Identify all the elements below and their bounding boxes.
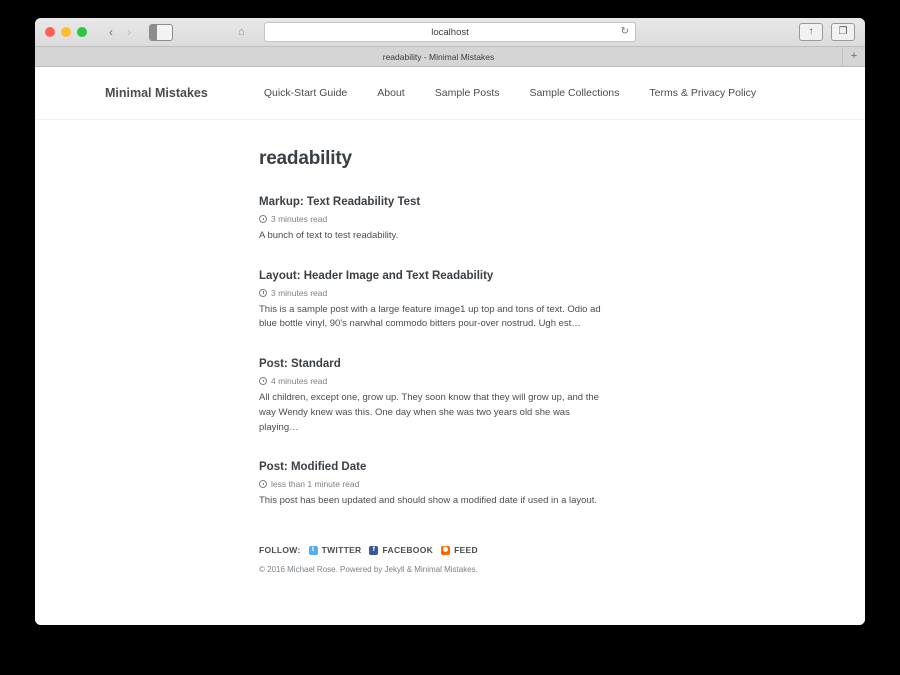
post-title[interactable]: Markup: Text Readability Test xyxy=(259,196,421,208)
post-read-time: 3 minutes read xyxy=(271,214,328,224)
post-read-time: less than 1 minute read xyxy=(271,479,360,490)
address-bar[interactable] xyxy=(238,22,636,42)
nav-item-sample-posts[interactable]: Sample Posts xyxy=(434,87,500,99)
post-excerpt: All children, except one, grow up. They soon know that they will grow up, and the way Wendy knew was this. One day when she was two years old she was playing… xyxy=(259,392,599,433)
minimize-window-button[interactable] xyxy=(61,27,71,37)
toolbar-right-actions xyxy=(799,23,855,41)
site-title[interactable]: Minimal Mistakes xyxy=(105,86,208,100)
list-item xyxy=(259,270,611,332)
twitter-icon: t xyxy=(309,546,318,555)
facebook-icon: f xyxy=(369,546,378,555)
follow-row xyxy=(259,545,611,555)
list-item xyxy=(259,358,611,435)
post-meta xyxy=(259,214,611,224)
archive-content xyxy=(35,120,865,574)
social-link-facebook[interactable] xyxy=(369,545,433,555)
tab-readability[interactable]: readability - Minimal Mistakes xyxy=(35,47,842,66)
sidebar-toggle-icon[interactable] xyxy=(149,24,173,41)
post-excerpt: This post has been updated and should show a modified date if used in a layout. xyxy=(259,495,598,507)
browser-toolbar xyxy=(35,18,865,47)
post-title[interactable]: Post: Modified Date xyxy=(259,461,367,474)
nav-item-quick-start-guide[interactable]: Quick-Start Guide xyxy=(263,87,348,99)
social-link-feed[interactable] xyxy=(441,545,478,555)
post-read-time: 3 minutes read xyxy=(271,287,328,298)
clock-icon xyxy=(259,215,267,223)
list-item xyxy=(259,196,611,244)
address-text: localhost xyxy=(431,26,469,38)
page-footer xyxy=(259,545,611,574)
show-tabs-icon[interactable]: ❐ xyxy=(831,23,855,41)
social-label-feed: FEED xyxy=(454,545,478,556)
post-excerpt: A bunch of text to test readability. xyxy=(259,230,399,241)
reload-icon[interactable]: ↻ xyxy=(620,26,629,37)
site-navigation xyxy=(264,87,756,99)
post-read-time: 4 minutes read xyxy=(271,376,328,387)
post-meta xyxy=(259,288,611,298)
follow-label: FOLLOW: xyxy=(259,545,301,556)
share-icon[interactable]: ↑ xyxy=(799,23,823,41)
nav-item-terms-privacy-policy[interactable]: Terms & Privacy Policy xyxy=(649,87,757,99)
page-viewport xyxy=(35,67,865,625)
clock-icon xyxy=(259,289,267,297)
new-tab-button[interactable]: + xyxy=(842,47,865,66)
post-meta xyxy=(259,376,611,386)
social-label-facebook: FACEBOOK xyxy=(382,545,434,556)
social-label-twitter: TWITTER xyxy=(321,545,362,556)
site-masthead xyxy=(35,67,865,120)
post-meta xyxy=(259,479,611,489)
clock-icon xyxy=(259,377,267,385)
tab-bar xyxy=(35,47,865,67)
zoom-window-button[interactable] xyxy=(77,27,87,37)
social-link-twitter[interactable] xyxy=(309,545,362,555)
clock-icon xyxy=(259,480,267,488)
back-button[interactable]: ‹ xyxy=(109,25,113,39)
post-title[interactable]: Post: Standard xyxy=(259,358,341,371)
list-item xyxy=(259,461,611,509)
window-controls xyxy=(45,27,87,37)
page-title: readability xyxy=(259,148,352,169)
navigation-buttons xyxy=(103,23,137,41)
copyright-text: © 2016 Michael Rose. Powered by Jekyll & Minimal Mistakes. xyxy=(259,565,478,575)
home-icon[interactable]: ⌂ xyxy=(238,25,245,38)
browser-window xyxy=(35,18,865,625)
forward-button[interactable]: › xyxy=(127,25,131,39)
rss-feed-icon: ◉ xyxy=(442,545,449,553)
close-window-button[interactable] xyxy=(45,27,55,37)
nav-item-about[interactable]: About xyxy=(377,87,405,99)
post-excerpt: This is a sample post with a large feature image1 up top and tons of text. Odio ad blue bottle vinyl, 90's narwhal commodo bitters pour-over nostrud. Ugh est… xyxy=(259,303,601,330)
nav-item-sample-collections[interactable]: Sample Collections xyxy=(529,87,620,99)
post-title[interactable]: Layout: Header Image and Text Readability xyxy=(259,269,494,282)
